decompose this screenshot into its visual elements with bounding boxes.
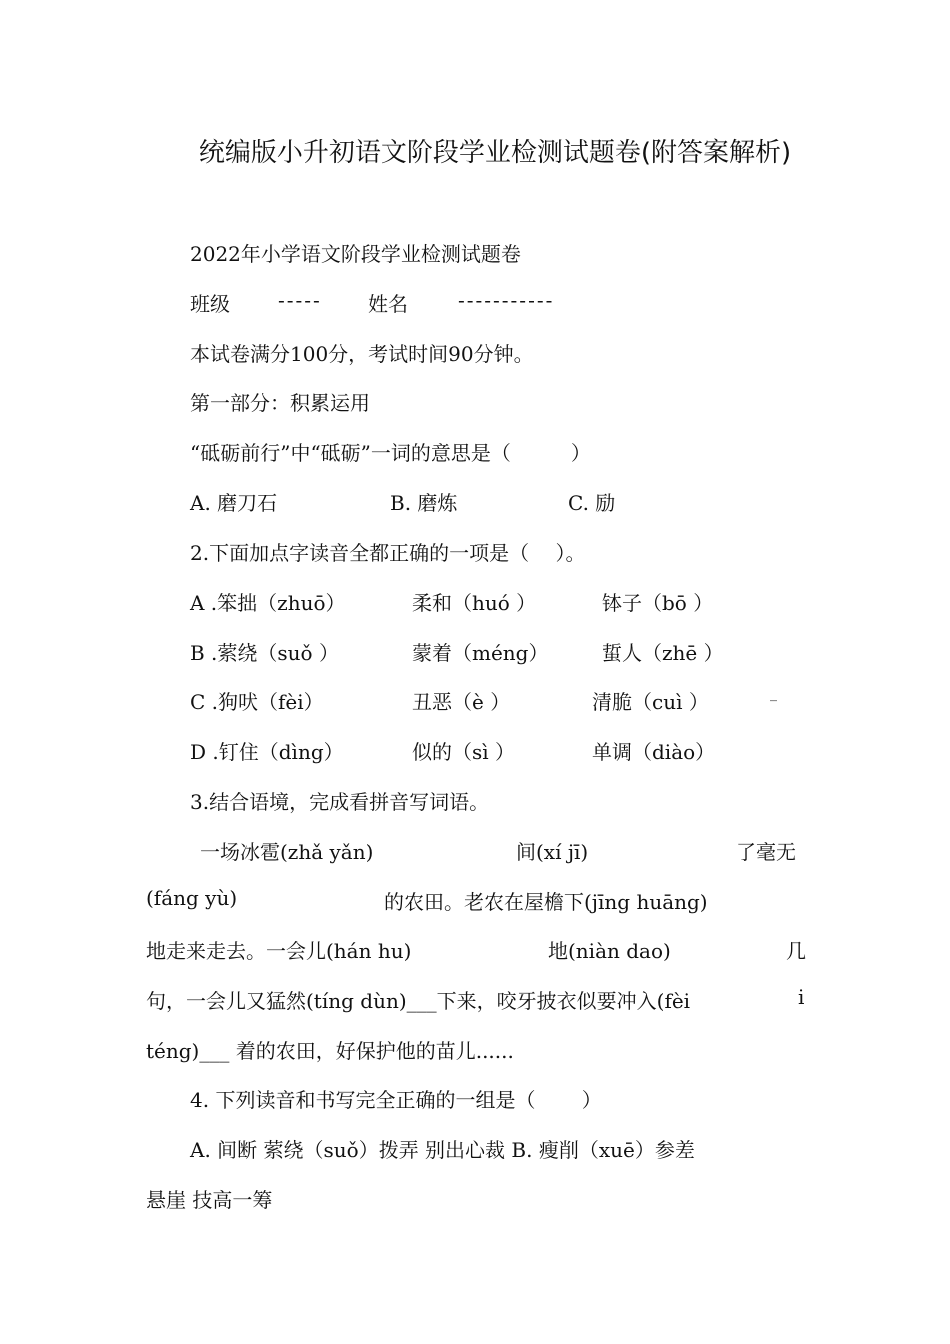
q1-option-b: B. 磨炼 bbox=[390, 491, 458, 515]
q1-option-c: C. 励 bbox=[568, 491, 616, 515]
q2-option-b-3: 蜇人（zhē ） bbox=[602, 641, 724, 665]
q2-option-c-2: 丑恶（è ） bbox=[412, 690, 511, 714]
q2-stray-mark: _ bbox=[770, 686, 777, 702]
q2-option-a-1: A .笨拙（zhuō） bbox=[190, 591, 346, 615]
q3-line1-b: 间(xí jī) bbox=[516, 840, 589, 864]
q2-stem: 2.下面加点字读音全都正确的一项是（ ）。 bbox=[190, 541, 586, 565]
q3-line1-c: 了毫无 bbox=[736, 840, 796, 864]
q3-line2-a: (fáng yù) bbox=[146, 886, 238, 910]
q2-option-b-2: 蒙着（méng） bbox=[412, 641, 549, 665]
q4-stem: 4. 下列读音和书写完全正确的一组是（ ） bbox=[190, 1088, 602, 1112]
q2-option-c-1: C .狗吠（fèi） bbox=[190, 690, 324, 714]
q2-option-b-1: B .萦绕（suǒ ） bbox=[190, 641, 339, 665]
q2-option-d-2: 似的（sì ） bbox=[412, 740, 516, 764]
q2-option-a-2: 柔和（huó ） bbox=[412, 591, 537, 615]
exam-subtitle: 2022年小学语文阶段学业检测试题卷 bbox=[190, 242, 521, 266]
class-blank: ----- bbox=[278, 288, 322, 312]
part1-heading: 第一部分：积累运用 bbox=[190, 391, 370, 415]
q2-option-a-3: 钵子（bō ） bbox=[602, 591, 714, 615]
exam-info: 本试卷满分100分，考试时间90分钟。 bbox=[190, 342, 534, 366]
q2-option-c-3: 清脆（cuì ） bbox=[592, 690, 709, 714]
class-label: 班级 bbox=[190, 292, 230, 316]
q3-line3-a: 地走来走去。一会儿(hán hu) bbox=[146, 939, 412, 963]
q4-line2: 悬崖 技高一筹 bbox=[146, 1188, 273, 1212]
q1-option-a: A. 磨刀石 bbox=[190, 491, 278, 515]
q2-option-d-3: 单调（diào） bbox=[592, 740, 716, 764]
q3-line5: téng)___ 着的农田，好保护他的苗儿...... bbox=[146, 1039, 514, 1063]
q3-line3-c: 几 bbox=[786, 939, 806, 963]
q2-option-d-1: D .钉住（dìng） bbox=[190, 740, 344, 764]
document-title: 统编版小升初语文阶段学业检测试题卷(附答案解析) bbox=[198, 138, 792, 168]
q3-line3-b: 地(niàn dao) bbox=[548, 939, 671, 963]
q4-line1: A. 间断 萦绕（suǒ）拨弄 别出心裁 B. 瘦削（xuē）参差 bbox=[190, 1138, 695, 1162]
q1-stem: “砥砺前行”中“砥砺”一词的意思是（ ） bbox=[190, 441, 591, 465]
q3-line1-a: 一场冰雹(zhǎ yǎn) bbox=[200, 840, 374, 864]
q3-stem: 3.结合语境，完成看拼音写词语。 bbox=[190, 790, 490, 814]
q3-line2-b: 的农田。老农在屋檐下(jīng huāng) bbox=[384, 890, 708, 914]
name-label: 姓名 bbox=[368, 292, 408, 316]
q3-line4-end: i bbox=[798, 985, 805, 1009]
name-blank: ----------- bbox=[458, 288, 555, 312]
q3-line4: 句，一会儿又猛然(tíng dùn)___下来，咬牙披衣似要冲入(fèi bbox=[146, 989, 691, 1013]
